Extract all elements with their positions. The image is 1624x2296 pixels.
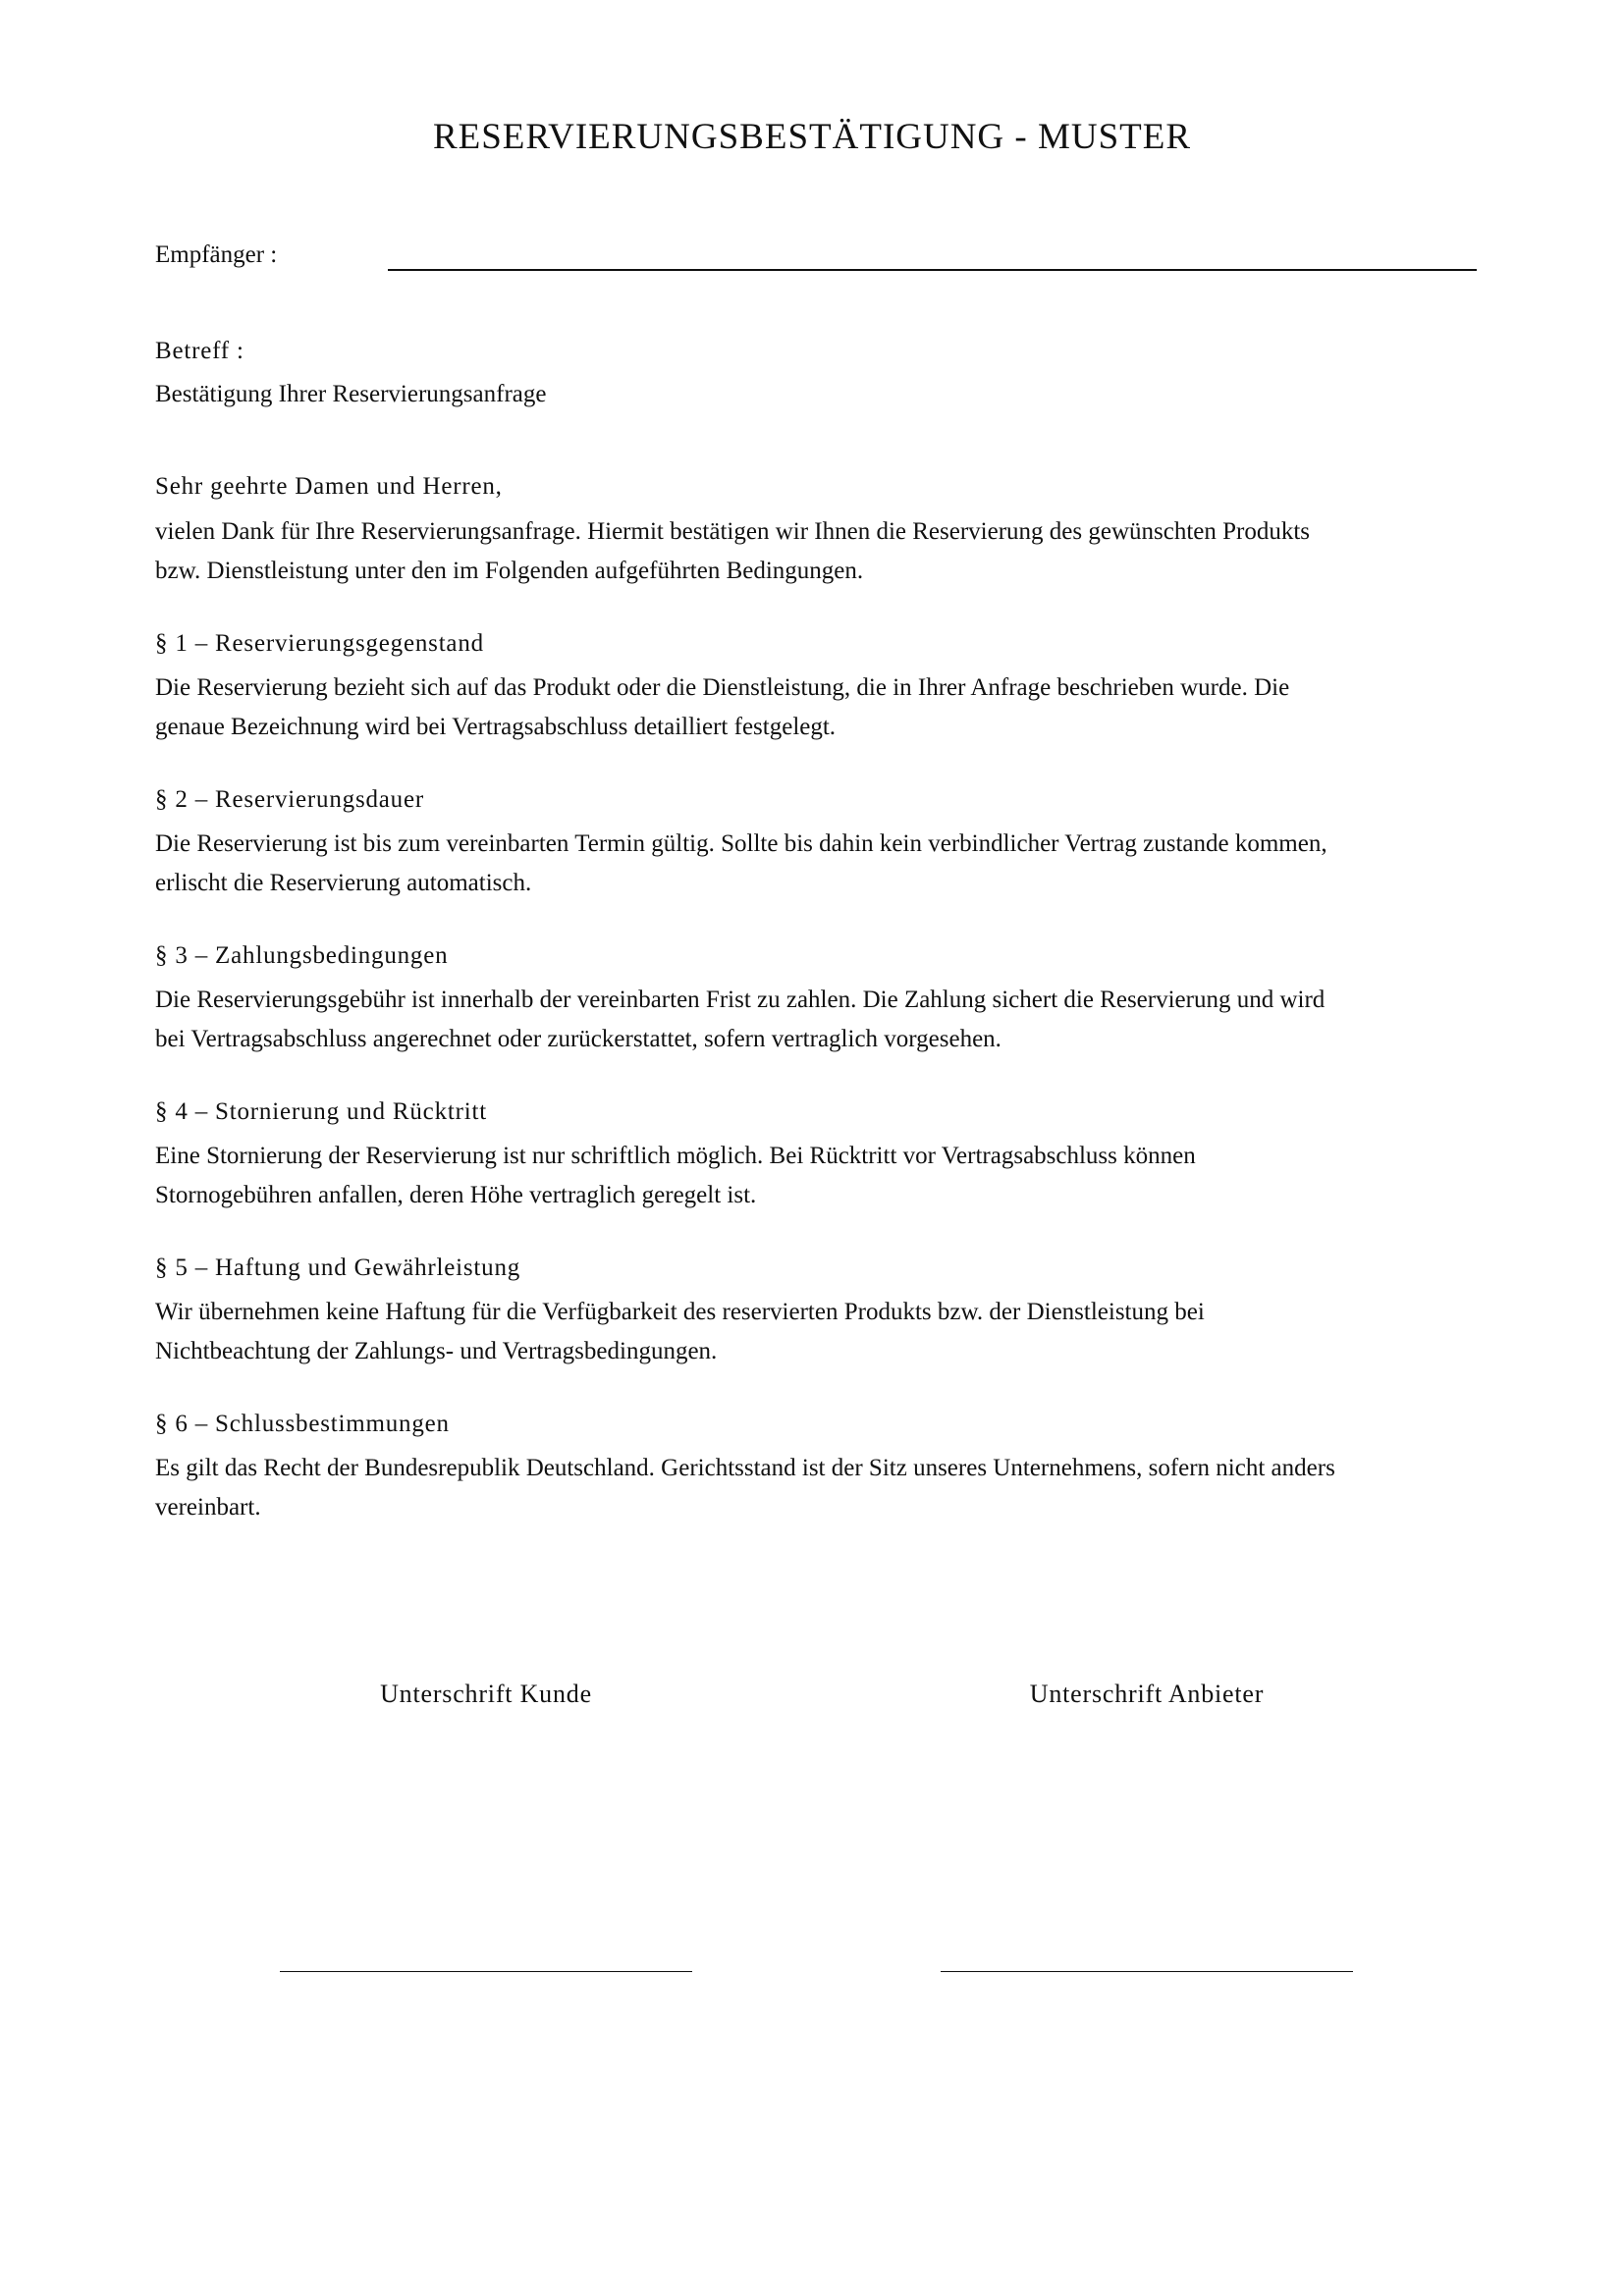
salutation: Sehr geehrte Damen und Herren, bbox=[155, 473, 503, 500]
signature-customer-label: Unterschrift Kunde bbox=[380, 1680, 592, 1708]
signature-customer-line bbox=[280, 1971, 692, 1972]
section-5-heading: § 5 – Haftung und Gewährleistung bbox=[155, 1255, 521, 1281]
intro-line: bzw. Dienstleistung unter den im Folgenden aufgeführten Bedingungen. bbox=[155, 558, 864, 584]
section-2-text bbox=[155, 825, 1481, 903]
section-line: Die Reservierungsgebühr ist innerhalb der vereinbarten Frist zu zahlen. Die Zahlung sichert die Reservierung und wird bbox=[155, 987, 1326, 1013]
section-4-heading: § 4 – Stornierung und Rücktritt bbox=[155, 1098, 487, 1125]
signature-provider-label: Unterschrift Anbieter bbox=[1029, 1680, 1265, 1708]
section-6-text bbox=[155, 1449, 1481, 1527]
recipient-fill-line bbox=[388, 269, 1477, 271]
document-title: RESERVIERUNGSBESTÄTIGUNG - MUSTER bbox=[432, 117, 1192, 157]
signature-provider-line bbox=[941, 1971, 1353, 1972]
section-5-text bbox=[155, 1293, 1481, 1371]
section-line: erlischt die Reservierung automatisch. bbox=[155, 870, 532, 896]
section-line: bei Vertragsabschluss angerechnet oder zurückerstattet, sofern vertraglich vorgesehen. bbox=[155, 1026, 1001, 1052]
section-line: genaue Bezeichnung wird bei Vertragsabschluss detailliert festgelegt. bbox=[155, 714, 837, 740]
section-line: Die Reservierung ist bis zum vereinbarten Termin gültig. Sollte bis dahin kein verbindlicher Vertrag zustande kommen, bbox=[155, 830, 1327, 857]
subject-text: Bestätigung Ihrer Reservierungsanfrage bbox=[155, 381, 547, 407]
section-line: Es gilt das Recht der Bundesrepublik Deutschland. Gerichtsstand ist der Sitz unseres Unternehmens, sofern nicht anders bbox=[155, 1455, 1335, 1481]
section-6-heading: § 6 – Schlussbestimmungen bbox=[155, 1411, 450, 1437]
section-line: Nichtbeachtung der Zahlungs- und Vertragsbedingungen. bbox=[155, 1338, 718, 1364]
intro-paragraph bbox=[155, 512, 1481, 591]
section-3-heading: § 3 – Zahlungsbedingungen bbox=[155, 942, 449, 969]
section-line: Wir übernehmen keine Haftung für die Verfügbarkeit des reservierten Produkts bzw. der Dienstleistung bei bbox=[155, 1299, 1205, 1325]
section-line: Die Reservierung bezieht sich auf das Produkt oder die Dienstleistung, die in Ihrer Anfrage beschrieben wurde. Die bbox=[155, 674, 1290, 701]
section-3-text bbox=[155, 981, 1481, 1059]
recipient-label: Empfänger : bbox=[155, 241, 278, 268]
section-4-text bbox=[155, 1137, 1481, 1215]
section-2-heading: § 2 – Reservierungsdauer bbox=[155, 786, 424, 813]
intro-line: vielen Dank für Ihre Reservierungsanfrage. Hiermit bestätigen wir Ihnen die Reservierung des gewünschten Produkts bbox=[155, 518, 1311, 545]
section-line: Stornogebühren anfallen, deren Höhe vertraglich geregelt ist. bbox=[155, 1182, 757, 1208]
recipient-row bbox=[155, 238, 1477, 277]
section-1-text bbox=[155, 668, 1481, 747]
section-line: vereinbart. bbox=[155, 1494, 261, 1521]
section-1-heading: § 1 – Reservierungsgegenstand bbox=[155, 630, 484, 657]
section-line: Eine Stornierung der Reservierung ist nur schriftlich möglich. Bei Rücktritt vor Vertragsabschluss können bbox=[155, 1143, 1196, 1169]
subject-label: Betreff : bbox=[155, 338, 244, 364]
